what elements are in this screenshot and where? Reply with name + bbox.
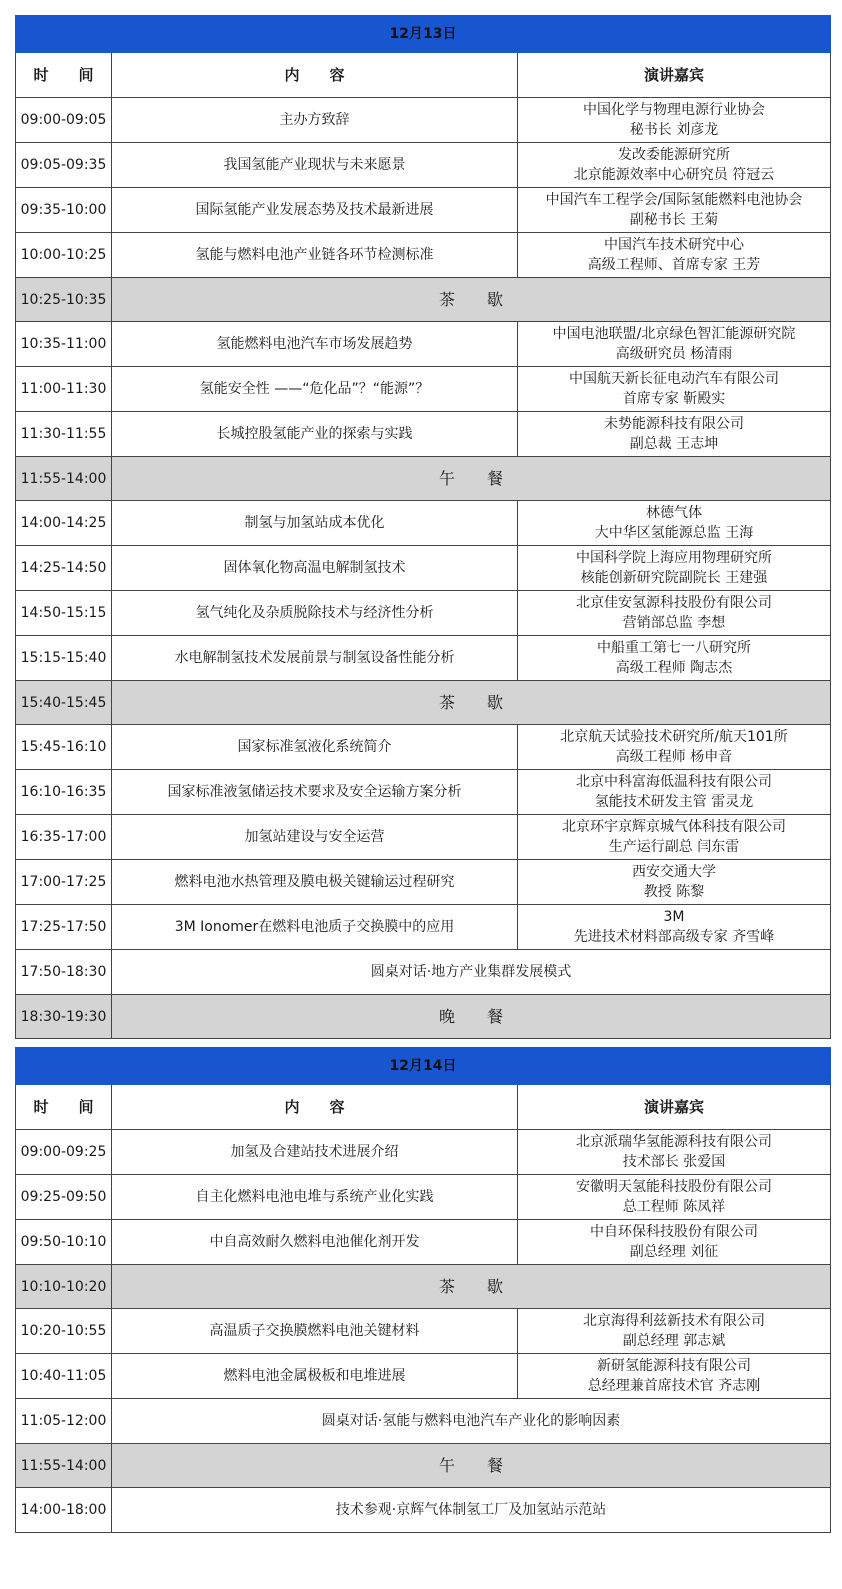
panel-title: 圆桌对话·氢能与燃料电池汽车产业化的影响因素 <box>112 1399 831 1444</box>
panel-time: 17:50-18:30 <box>16 950 112 995</box>
break-label: 茶 歇 <box>112 278 831 322</box>
day-banner <box>16 1048 831 1085</box>
session-topic: 国家标准液氢储运技术要求及安全运输方案分析 <box>112 770 518 815</box>
session-topic: 我国氢能产业现状与未来愿景 <box>112 143 518 188</box>
session-time: 14:00-14:25 <box>16 501 112 546</box>
session-topic: 加氢站建设与安全运营 <box>112 815 518 860</box>
break-label: 茶 歇 <box>112 681 831 725</box>
session-time: 09:25-09:50 <box>16 1175 112 1220</box>
speaker-line: 秘书长 刘彦龙 <box>629 122 719 138</box>
speaker-line: 高级工程师、首席专家 王芳 <box>587 257 761 273</box>
session-speaker <box>518 98 831 143</box>
session-time: 09:00-09:05 <box>16 98 112 143</box>
schedule <box>15 15 830 1533</box>
speaker-line: 技术部长 张爱国 <box>622 1154 726 1170</box>
speaker-line: 总工程师 陈凤祥 <box>622 1199 726 1215</box>
session-topic: 固体氧化物高温电解制氢技术 <box>112 546 518 591</box>
session-topic: 中自高效耐久燃料电池催化剂开发 <box>112 1220 518 1265</box>
speaker-line: 核能创新研究院副院长 王建强 <box>580 570 768 586</box>
panel-row <box>16 1488 831 1533</box>
speaker-line: 副秘书长 王菊 <box>629 212 719 228</box>
session-row <box>16 322 831 367</box>
break-label: 晚 餐 <box>112 995 831 1039</box>
session-row <box>16 860 831 905</box>
speaker-line: 副总经理 郭志斌 <box>622 1333 726 1349</box>
session-speaker <box>518 412 831 457</box>
session-time: 14:25-14:50 <box>16 546 112 591</box>
speaker-line: 北京派瑞华氢能源科技有限公司 <box>576 1134 772 1150</box>
break-label: 午 餐 <box>112 1444 831 1488</box>
session-row <box>16 770 831 815</box>
session-speaker <box>518 770 831 815</box>
break-row <box>16 1444 831 1488</box>
session-time: 09:05-09:35 <box>16 143 112 188</box>
session-topic: 主办方致辞 <box>112 98 518 143</box>
session-speaker <box>518 1354 831 1399</box>
break-row <box>16 681 831 725</box>
speaker-line: 中国电池联盟/北京绿色智汇能源研究院 <box>552 326 796 342</box>
session-speaker <box>518 233 831 278</box>
session-row <box>16 367 831 412</box>
session-time: 11:00-11:30 <box>16 367 112 412</box>
speaker-line: 氢能技术研发主管 雷灵龙 <box>594 794 754 810</box>
speaker-line: 首席专家 靳殿实 <box>622 391 726 407</box>
speaker-line: 中国化学与物理电源行业协会 <box>583 102 765 118</box>
break-time: 18:30-19:30 <box>16 995 112 1039</box>
session-time: 09:00-09:25 <box>16 1130 112 1175</box>
session-time: 15:15-15:40 <box>16 636 112 681</box>
speaker-line: 3M <box>663 909 685 925</box>
session-time: 16:10-16:35 <box>16 770 112 815</box>
session-speaker <box>518 188 831 233</box>
speaker-line: 北京中科富海低温科技有限公司 <box>576 774 772 790</box>
speaker-line: 副总经理 刘征 <box>629 1244 719 1260</box>
session-topic: 水电解制氢技术发展前景与制氢设备性能分析 <box>112 636 518 681</box>
header-speaker: 演讲嘉宾 <box>518 53 831 98</box>
session-topic: 国家标准氢液化系统简介 <box>112 725 518 770</box>
break-label: 茶 歇 <box>112 1265 831 1309</box>
session-time: 15:45-16:10 <box>16 725 112 770</box>
column-headers <box>16 1085 831 1130</box>
session-row <box>16 546 831 591</box>
speaker-line: 北京佳安氢源科技股份有限公司 <box>576 595 772 611</box>
session-topic: 燃料电池金属极板和电堆进展 <box>112 1354 518 1399</box>
schedule-table <box>15 15 831 1533</box>
speaker-line: 林德气体 <box>646 505 702 521</box>
session-row <box>16 1354 831 1399</box>
session-time: 09:50-10:10 <box>16 1220 112 1265</box>
speaker-line: 营销部总监 李想 <box>622 615 726 631</box>
session-speaker <box>518 1220 831 1265</box>
session-row <box>16 591 831 636</box>
column-headers <box>16 53 831 98</box>
day-date: 12月14日 <box>16 1048 831 1085</box>
session-time: 14:50-15:15 <box>16 591 112 636</box>
session-time: 16:35-17:00 <box>16 815 112 860</box>
session-topic: 氢能安全性 ——“危化品”？“能源”？ <box>112 367 518 412</box>
session-speaker <box>518 1130 831 1175</box>
speaker-line: 北京海得利兹新技术有限公司 <box>583 1313 765 1329</box>
panel-time: 14:00-18:00 <box>16 1488 112 1533</box>
session-row <box>16 188 831 233</box>
session-time: 17:00-17:25 <box>16 860 112 905</box>
panel-title: 圆桌对话·地方产业集群发展模式 <box>112 950 831 995</box>
break-time: 11:55-14:00 <box>16 1444 112 1488</box>
header-time: 时 间 <box>16 53 112 98</box>
break-row <box>16 457 831 501</box>
session-topic: 自主化燃料电池电堆与系统产业化实践 <box>112 1175 518 1220</box>
session-topic: 氢气纯化及杂质脱除技术与经济性分析 <box>112 591 518 636</box>
panel-time: 11:05-12:00 <box>16 1399 112 1444</box>
session-topic: 高温质子交换膜燃料电池关键材料 <box>112 1309 518 1354</box>
speaker-line: 新研氢能源科技有限公司 <box>597 1358 751 1374</box>
break-time: 11:55-14:00 <box>16 457 112 501</box>
speaker-line: 高级研究员 杨清雨 <box>615 346 733 362</box>
panel-row <box>16 950 831 995</box>
session-speaker <box>518 905 831 950</box>
speaker-line: 发改委能源研究所 <box>618 147 730 163</box>
session-row <box>16 905 831 950</box>
speaker-line: 教授 陈黎 <box>643 884 705 900</box>
break-row <box>16 1265 831 1309</box>
header-speaker: 演讲嘉宾 <box>518 1085 831 1130</box>
speaker-line: 大中华区氢能源总监 王海 <box>594 525 754 541</box>
speaker-line: 中国科学院上海应用物理研究所 <box>576 550 772 566</box>
session-time: 10:20-10:55 <box>16 1309 112 1354</box>
session-row <box>16 98 831 143</box>
speaker-line: 西安交通大学 <box>632 864 716 880</box>
session-row <box>16 636 831 681</box>
session-row <box>16 815 831 860</box>
session-time: 10:00-10:25 <box>16 233 112 278</box>
schedule-body <box>16 16 831 1533</box>
session-row <box>16 1175 831 1220</box>
session-speaker <box>518 546 831 591</box>
session-topic: 氢能燃料电池汽车市场发展趋势 <box>112 322 518 367</box>
session-speaker <box>518 501 831 546</box>
session-row <box>16 1309 831 1354</box>
break-time: 15:40-15:45 <box>16 681 112 725</box>
session-speaker <box>518 1175 831 1220</box>
speaker-line: 安徽明天氢能科技股份有限公司 <box>576 1179 772 1195</box>
session-topic: 3M Ionomer在燃料电池质子交换膜中的应用 <box>112 905 518 950</box>
session-row <box>16 501 831 546</box>
speaker-line: 高级工程师 陶志杰 <box>615 660 733 676</box>
panel-title: 技术参观·京辉气体制氢工厂及加氢站示范站 <box>112 1488 831 1533</box>
speaker-line: 北京航天试验技术研究所/航天101所 <box>560 729 788 745</box>
day-date: 12月13日 <box>16 16 831 53</box>
session-row <box>16 725 831 770</box>
speaker-line: 未势能源科技有限公司 <box>604 416 744 432</box>
speaker-line: 先进技术材料部高级专家 齐雪峰 <box>573 929 775 945</box>
speaker-line: 中国汽车工程学会/国际氢能燃料电池协会 <box>545 192 803 208</box>
break-time: 10:25-10:35 <box>16 278 112 322</box>
break-time: 10:10-10:20 <box>16 1265 112 1309</box>
session-speaker <box>518 591 831 636</box>
break-label: 午 餐 <box>112 457 831 501</box>
session-speaker <box>518 636 831 681</box>
speaker-line: 副总裁 王志坤 <box>629 436 719 452</box>
session-speaker <box>518 725 831 770</box>
session-topic: 国际氢能产业发展态势及技术最新进展 <box>112 188 518 233</box>
speaker-line: 中自环保科技股份有限公司 <box>590 1224 758 1240</box>
session-time: 10:40-11:05 <box>16 1354 112 1399</box>
session-topic: 加氢及合建站技术进展介绍 <box>112 1130 518 1175</box>
session-topic: 氢能与燃料电池产业链各环节检测标准 <box>112 233 518 278</box>
speaker-line: 中国航天新长征电动汽车有限公司 <box>569 371 779 387</box>
spacer-cell <box>16 1039 831 1048</box>
session-row <box>16 143 831 188</box>
session-speaker <box>518 143 831 188</box>
day-spacer <box>16 1039 831 1048</box>
session-topic: 燃料电池水热管理及膜电极关键输运过程研究 <box>112 860 518 905</box>
session-speaker <box>518 367 831 412</box>
session-speaker <box>518 322 831 367</box>
header-time: 时 间 <box>16 1085 112 1130</box>
speaker-line: 中船重工第七一八研究所 <box>597 640 751 656</box>
break-row <box>16 995 831 1039</box>
break-row <box>16 278 831 322</box>
session-speaker <box>518 860 831 905</box>
session-time: 11:30-11:55 <box>16 412 112 457</box>
speaker-line: 北京能源效率中心研究员 符冠云 <box>573 167 775 183</box>
header-content: 内 容 <box>112 1085 518 1130</box>
session-speaker <box>518 815 831 860</box>
day-banner <box>16 16 831 53</box>
speaker-line: 总经理兼首席技术官 齐志刚 <box>587 1378 761 1394</box>
speaker-line: 中国汽车技术研究中心 <box>604 237 744 253</box>
header-content: 内 容 <box>112 53 518 98</box>
speaker-line: 北京环宇京辉京城气体科技有限公司 <box>562 819 786 835</box>
session-row <box>16 233 831 278</box>
session-speaker <box>518 1309 831 1354</box>
speaker-line: 生产运行副总 闫东雷 <box>608 839 740 855</box>
session-time: 17:25-17:50 <box>16 905 112 950</box>
session-row <box>16 1220 831 1265</box>
session-time: 09:35-10:00 <box>16 188 112 233</box>
session-time: 10:35-11:00 <box>16 322 112 367</box>
session-row <box>16 412 831 457</box>
panel-row <box>16 1399 831 1444</box>
session-topic: 制氢与加氢站成本优化 <box>112 501 518 546</box>
session-topic: 长城控股氢能产业的探索与实践 <box>112 412 518 457</box>
session-row <box>16 1130 831 1175</box>
speaker-line: 高级工程师 杨申音 <box>615 749 733 765</box>
